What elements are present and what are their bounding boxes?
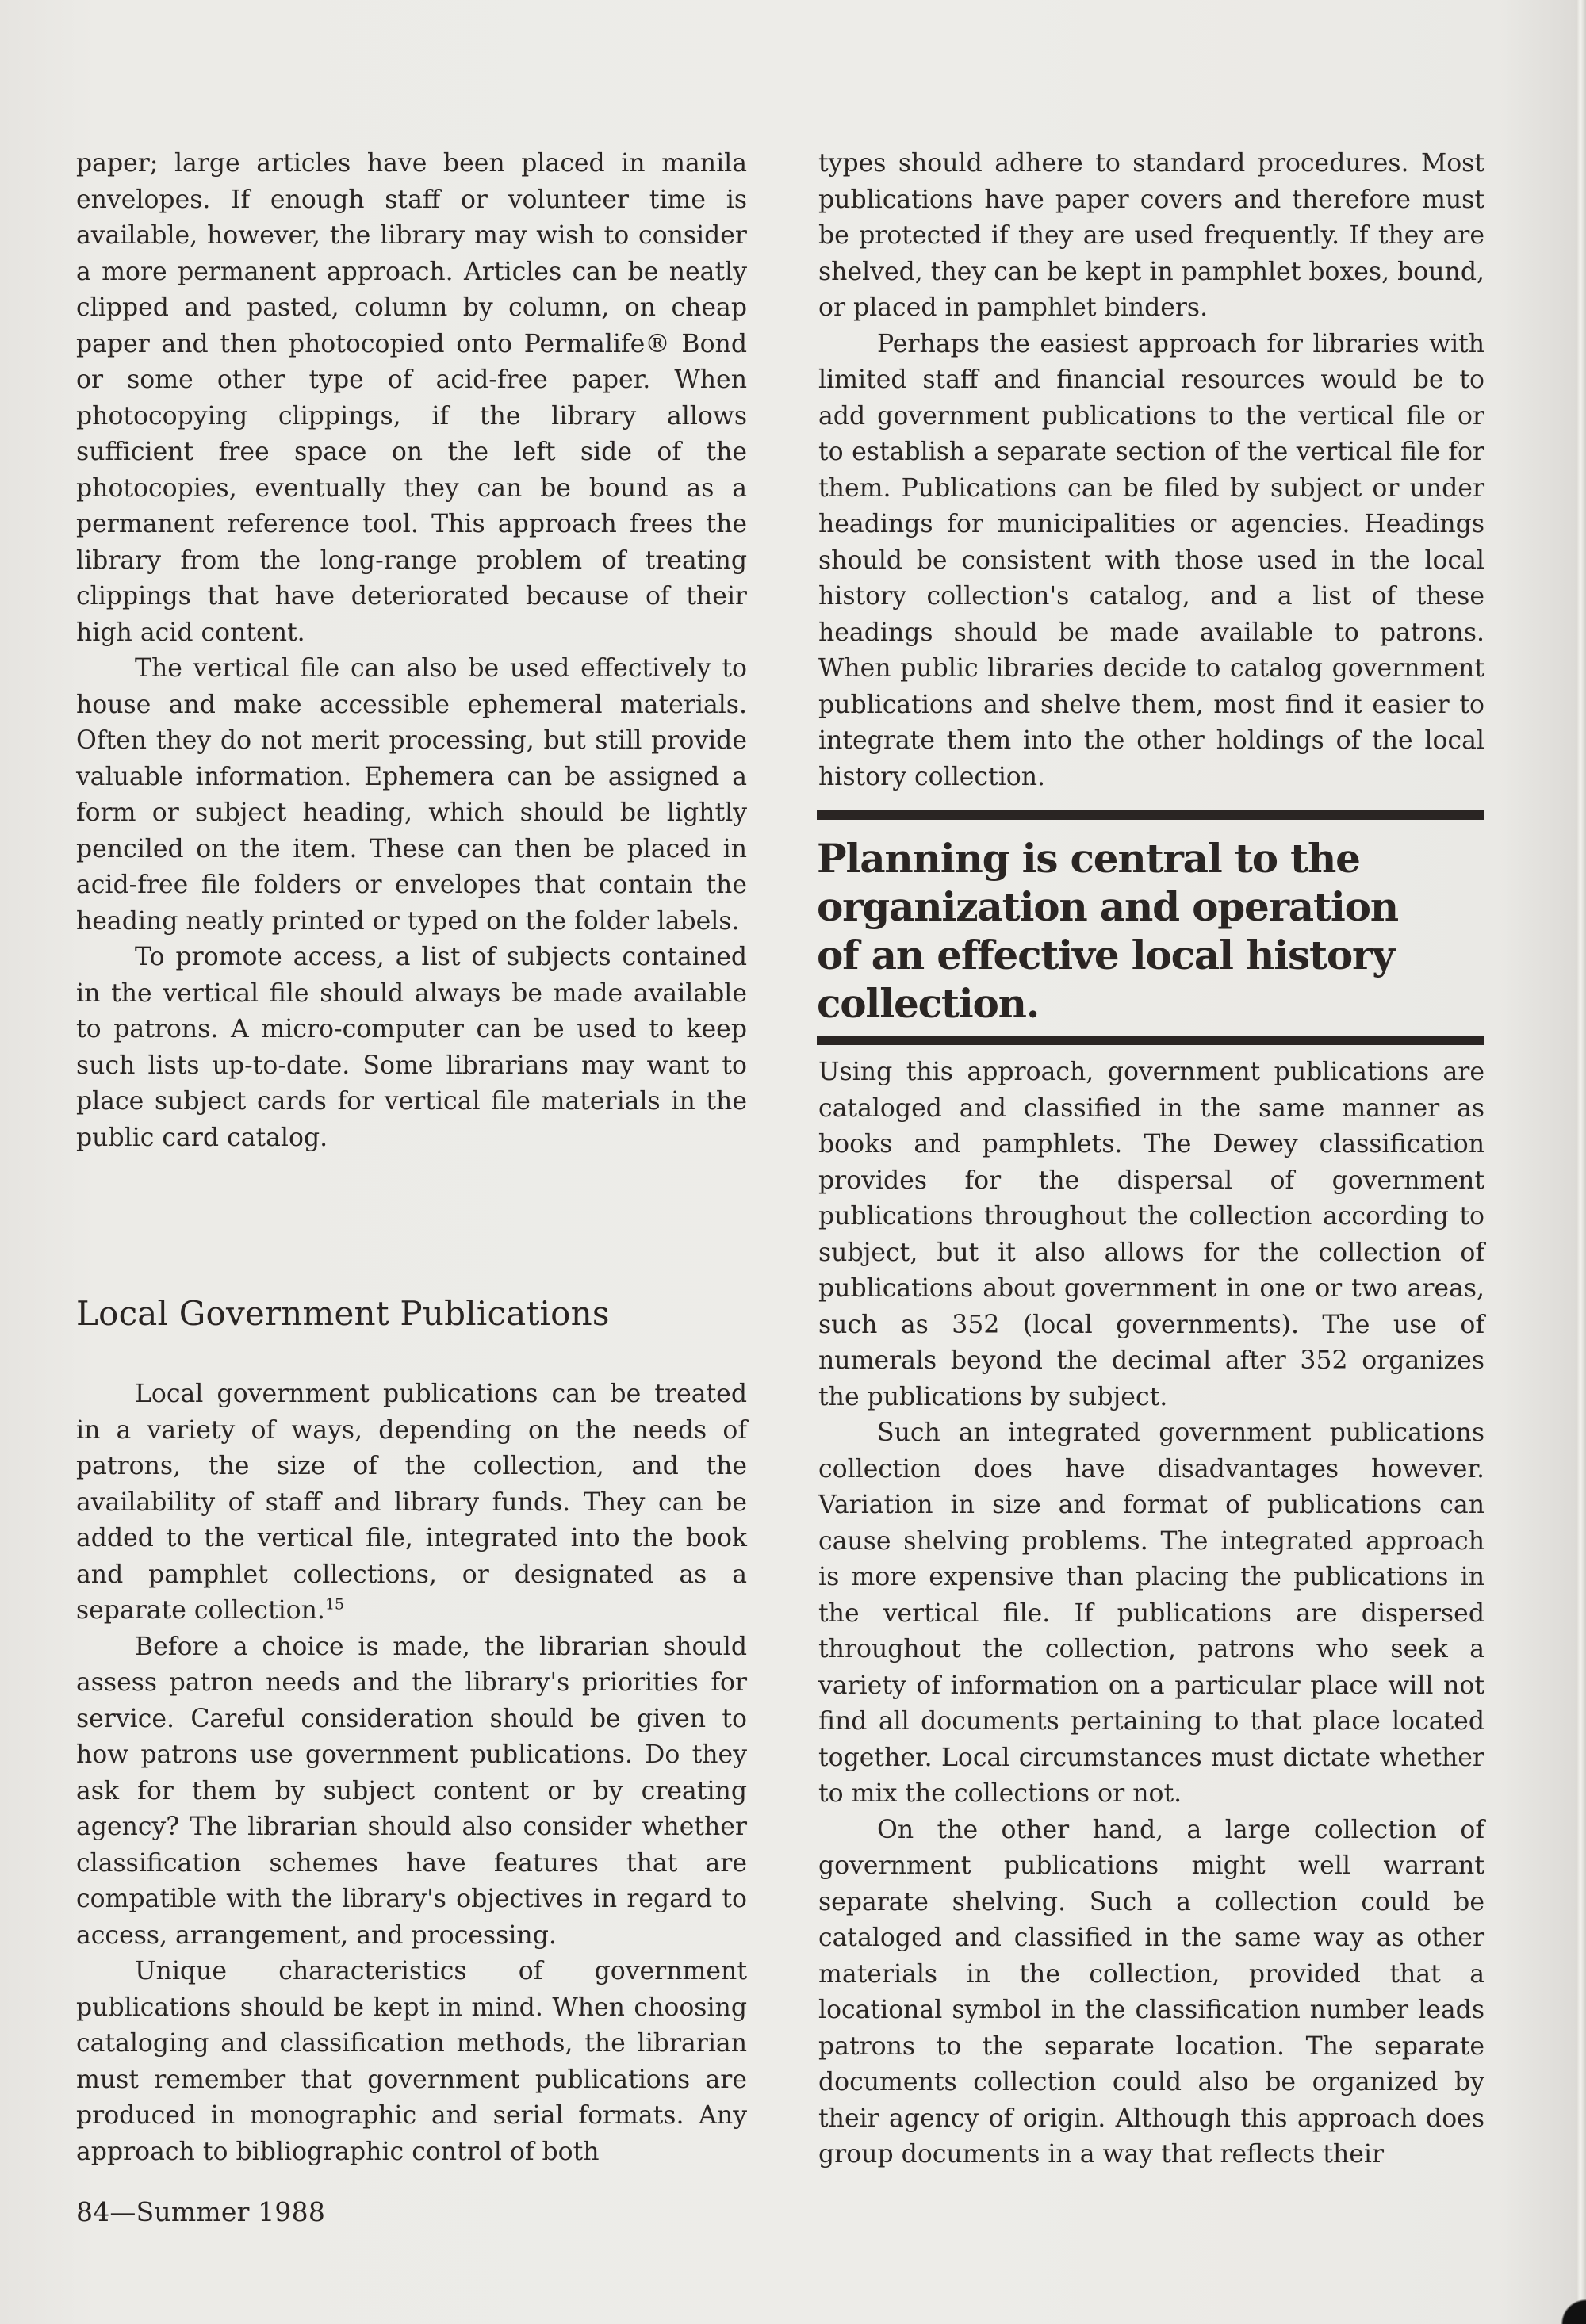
- left-column-bottom: [76, 1376, 747, 2170]
- body-paragraph: types should adhere to standard procedures. Most publications have paper covers and therefore must be protected if they are used frequently. If they are shelved, they can be kept in pamphlet boxes, bound, or placed in pamphlet binders.: [818, 149, 1484, 322]
- right-column-top: [818, 146, 1484, 795]
- body-paragraph: Such an integrated government publications collection does have disadvantages however. Variation in size and format of publications can cause shelving problems. The integrated approach is more expensive than placing the publications in the vertical file. If publications are dispersed throughout the collection, patrons who seek a variety of information on a particular place will not find all documents pertaining to that place located together. Local circumstances must dictate whether to mix the collections or not.: [818, 1419, 1484, 1808]
- body-paragraph: On the other hand, a large collection of government publications might well warrant separate shelving. Such a collection could be cataloged and classified in the same way as other materials in the collection, provided that a locational symbol in the classification number leads patrons to the separate location. The separate documents collection could also be organized by their agency of origin. Although this approach does group documents in a way that reflects their: [818, 1815, 1484, 2169]
- left-column-top: [76, 146, 747, 1156]
- section-heading: Local Government Publications: [76, 1294, 610, 1333]
- page-footer: 84—Summer 1988: [76, 2196, 326, 2227]
- pull-quote-text: Planning is central to the organization and operation of an effective local history collection.: [817, 835, 1398, 1027]
- corner-shadow: [1559, 2292, 1586, 2324]
- body-paragraph: To promote access, a list of subjects contained in the vertical file should always be made available to patrons. A micro-computer can be used to keep such lists up-to-date. Some librarians may want to place subject cards for vertical file materials in the public card catalog.: [76, 943, 747, 1152]
- footnote-marker: 15: [324, 1595, 345, 1614]
- body-paragraph: Before a choice is made, the librarian should assess patron needs and the library's priorities for service. Careful consideration should be given to how patrons use government publications. Do they ask for them by subject content or by creating agency? The librarian should also consider whether classification schemes have features that are compatible with the library's objectives in regard to access, arrangement, and processing.: [76, 1632, 747, 1950]
- pull-quote: [817, 810, 1484, 1045]
- right-column-bottom: [818, 1055, 1484, 2173]
- body-paragraph: Using this approach, government publications are cataloged and classified in the same manner as books and pamphlets. The Dewey classification provides for the dispersal of government publications throughout the collection according to subject, but it also allows for the collection of publications about government in one or two areas, such as 352 (local governments). The use of numerals beyond the decimal after 352 organizes the publications by subject.: [818, 1058, 1484, 1411]
- body-paragraph: The vertical file can also be used effectively to house and make accessible ephemeral materials. Often they do not merit processing, but still provide valuable information. Ephemera can be assigned a form or subject heading, which should be lightly penciled on the item. These can then be placed in acid-free file folders or envelopes that contain the heading neatly printed or typed on the folder labels.: [76, 654, 747, 936]
- body-paragraph: paper; large articles have been placed in manila envelopes. If enough staff or volunteer time is available, however, the library may wish to consider a more permanent approach. Articles can be neatly clipped and pasted, column by column, on cheap paper and then photocopied onto Permalife® Bond or some other type of acid-free paper. When photocopying clippings, if the library allows sufficient free space on the left side of the photocopies, eventually they can be bound as a permanent reference tool. This approach frees the library from the long-range problem of treating clippings that have deteriorated because of their high acid content.: [76, 149, 747, 647]
- page-edge: [1576, 0, 1586, 2324]
- body-paragraph: [76, 1376, 747, 1629]
- body-paragraph: Unique characteristics of government publications should be kept in mind. When choosing cataloging and classification methods, the librarian must remember that government publications are produced in monographic and serial formats. Any approach to bibliographic control of both: [76, 1957, 747, 2166]
- paragraph-text: Local government publications can be treated in a variety of ways, depending on the needs of patrons, the size of the collection, and the availability of staff and library funds. They can be added to the vertical file, integrated into the book and pamphlet collections, or designated as a separate collection.: [76, 1380, 747, 1625]
- body-paragraph: Perhaps the easiest approach for libraries with limited staff and financial resources would be to add government publications to the vertical file or to establish a separate section of the vertical file for them. Publications can be filed by subject or under headings for municipalities or agencies. Headings should be consistent with those used in the local history collection's catalog, and a list of these headings should be made available to patrons. When public libraries decide to catalog government publications and shelve them, most find it easier to integrate them into the other holdings of the local history collection.: [818, 329, 1484, 791]
